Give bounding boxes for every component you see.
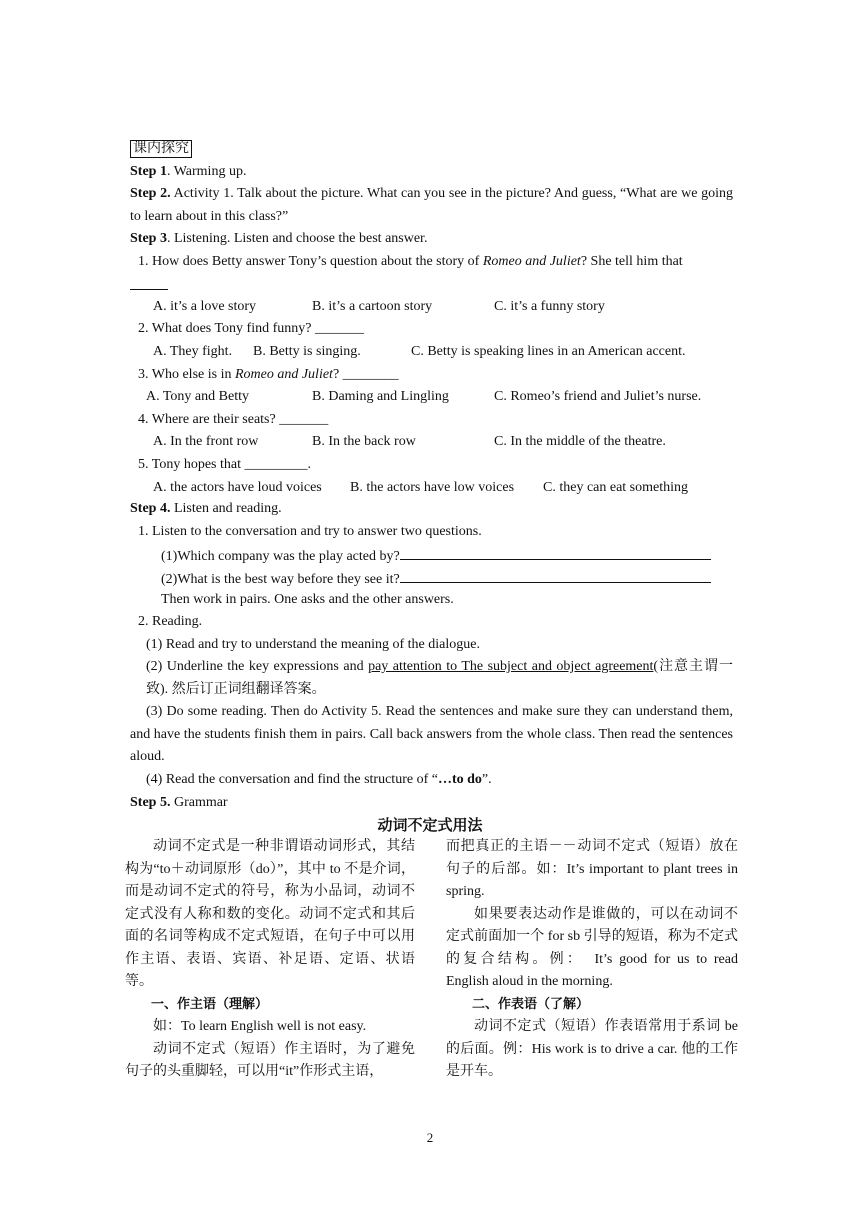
answer-blank [400, 546, 711, 560]
step-1 [130, 163, 246, 181]
subject-usage-heading: 一、作主语（理解） [151, 996, 269, 1012]
question-1-tail: ? She tell him that [580, 254, 683, 269]
grammar-right-column [446, 836, 738, 1084]
complex-structure-paragraph: 如果要表达动作是谁做的，可以在动词不定式前面加一个 for sb 引导的短语，称为不定式的复合结构。例： It’s good for us to read English aloud in the morning. [446, 906, 738, 989]
question-3-option-b: B. Daming and Lingling [312, 389, 449, 404]
question-2-option-b: B. Betty is singing. [253, 344, 361, 359]
reading-task-2-tail: (注意主谓一致). 然后订正词组翻译答案。 [146, 659, 733, 697]
subject-usage-note: 动词不定式（短语）作主语时，为了避免句子的头重脚轻，可以用“it”作形式主语， [125, 1041, 415, 1079]
question-1-blank [130, 276, 168, 296]
question-5: 5. Tony hopes that _________. [138, 457, 311, 472]
reading-task-3: (3) Do some reading. Then do Activity 5. Read the sentences and make sure they can understand them, and have the students finish them in pairs. Call back answers from the whole class. Then read the sentences aloud. [130, 704, 733, 764]
question-5-option-a: A. the actors have loud voices [153, 480, 322, 495]
reading-task-4-text: (4) Read the conversation and find the structure of “ [146, 772, 438, 787]
reading-task-4-bold: …to do [437, 772, 482, 787]
question-1-option-b: B. it’s a cartoon story [312, 299, 433, 314]
step-5 [130, 794, 228, 812]
subject-usage-continued: 而把真正的主语－－动词不定式（短语）放在句子的后部。如：It’s important to plant trees in spring. [446, 839, 738, 899]
step-4-question-2-text: (2)What is the best way before they see it? [161, 572, 400, 587]
step-4-question-1 [161, 546, 711, 566]
question-3 [138, 366, 399, 384]
question-3-title: Romeo and Juliet [234, 367, 333, 382]
reading-task-4-tail: ”. [481, 772, 492, 787]
answer-blank [400, 569, 711, 583]
step-4-item-2: 2. Reading. [138, 614, 203, 629]
section-label-box [130, 140, 192, 158]
reading-task-2-text: (2) Underline the key expressions and [146, 659, 369, 674]
step-4-question-2 [161, 569, 711, 589]
question-1-option-c: C. it’s a funny story [494, 299, 605, 314]
page-number: 2 [426, 1130, 434, 1145]
step-4-text: Listen and reading. [170, 501, 282, 516]
step-4-pair-work: Then work in pairs. One asks and the other answers. [161, 592, 454, 607]
question-4: 4. Where are their seats? _______ [138, 412, 329, 427]
question-3-text: 3. Who else is in [138, 367, 235, 382]
question-4-option-a: A. In the front row [153, 434, 259, 449]
step-4-question-1-text: (1)Which company was the play acted by? [161, 549, 400, 564]
step-5-text: Grammar [170, 795, 228, 810]
question-1-text: 1. How does Betty answer Tony’s question about the story of [138, 254, 483, 269]
step-1-text: . Warming up. [166, 164, 247, 179]
grammar-intro-paragraph: 动词不定式是一种非谓语动词形式，其结构为“to＋动词原形（do）”，其中 to 不是介词，而是动词不定式的符号，称为小品词，动词不定式没有人称和数的变化。动词不定式和其后面的名词等构成不定式短语，在句子中可以用作主语、表语、宾语、补足语、定语、状语等。 [125, 839, 415, 989]
section-label: 课内探究 [130, 140, 192, 158]
step-2 [130, 183, 733, 228]
reading-task-2-underlined: pay attention to The subject and object agreement [368, 659, 654, 674]
question-3-tail: ? ________ [332, 367, 399, 382]
step-4-label: Step 4. [130, 501, 171, 516]
reading-task-1: (1) Read and try to understand the meaning of the dialogue. [146, 637, 480, 652]
question-2-option-c: C. Betty is speaking lines in an American accent. [411, 344, 686, 359]
question-5-option-c: C. they can eat something [543, 480, 689, 495]
step-3 [130, 230, 427, 248]
grammar-title: 动词不定式用法 [377, 816, 483, 834]
question-2-option-a: A. They fight. [153, 344, 233, 359]
question-1-title: Romeo and Juliet [482, 254, 581, 269]
question-4-option-b: B. In the back row [312, 434, 416, 449]
question-1-option-a: A. it’s a love story [153, 299, 257, 314]
question-3-option-c: C. Romeo’s friend and Juliet’s nurse. [494, 389, 702, 404]
step-3-text: . Listening. Listen and choose the best answer. [166, 231, 428, 246]
step-5-label: Step 5. [130, 795, 171, 810]
step-3-label: Step 3 [130, 231, 167, 246]
reading-task-2 [146, 656, 733, 701]
predicative-usage-paragraph: 动词不定式（短语）作表语常用于系词 be 的后面。例：His work is to drive a car. 他的工作是开车。 [446, 1019, 738, 1079]
question-5-option-b: B. the actors have low voices [350, 480, 515, 495]
question-1 [138, 253, 683, 271]
reading-task-4 [146, 771, 492, 789]
answer-blank [130, 276, 168, 290]
question-3-option-a: A. Tony and Betty [146, 389, 249, 404]
predicative-usage-heading: 二、作表语（了解） [472, 996, 590, 1012]
grammar-left-column [125, 836, 415, 1084]
step-2-text: Activity 1. Talk about the picture. What can you see in the picture? And guess, “What are we going to learn about in this class?” [130, 186, 734, 224]
step-2-label: Step 2. [130, 186, 171, 201]
step-4-item-1: 1. Listen to the conversation and try to answer two questions. [138, 524, 482, 539]
step-1-label: Step 1 [130, 164, 167, 179]
question-4-option-c: C. In the middle of the theatre. [494, 434, 666, 449]
subject-usage-example: 如：To learn English well is not easy. [153, 1019, 367, 1034]
step-4 [130, 500, 282, 518]
question-2: 2. What does Tony find funny? _______ [138, 321, 364, 336]
